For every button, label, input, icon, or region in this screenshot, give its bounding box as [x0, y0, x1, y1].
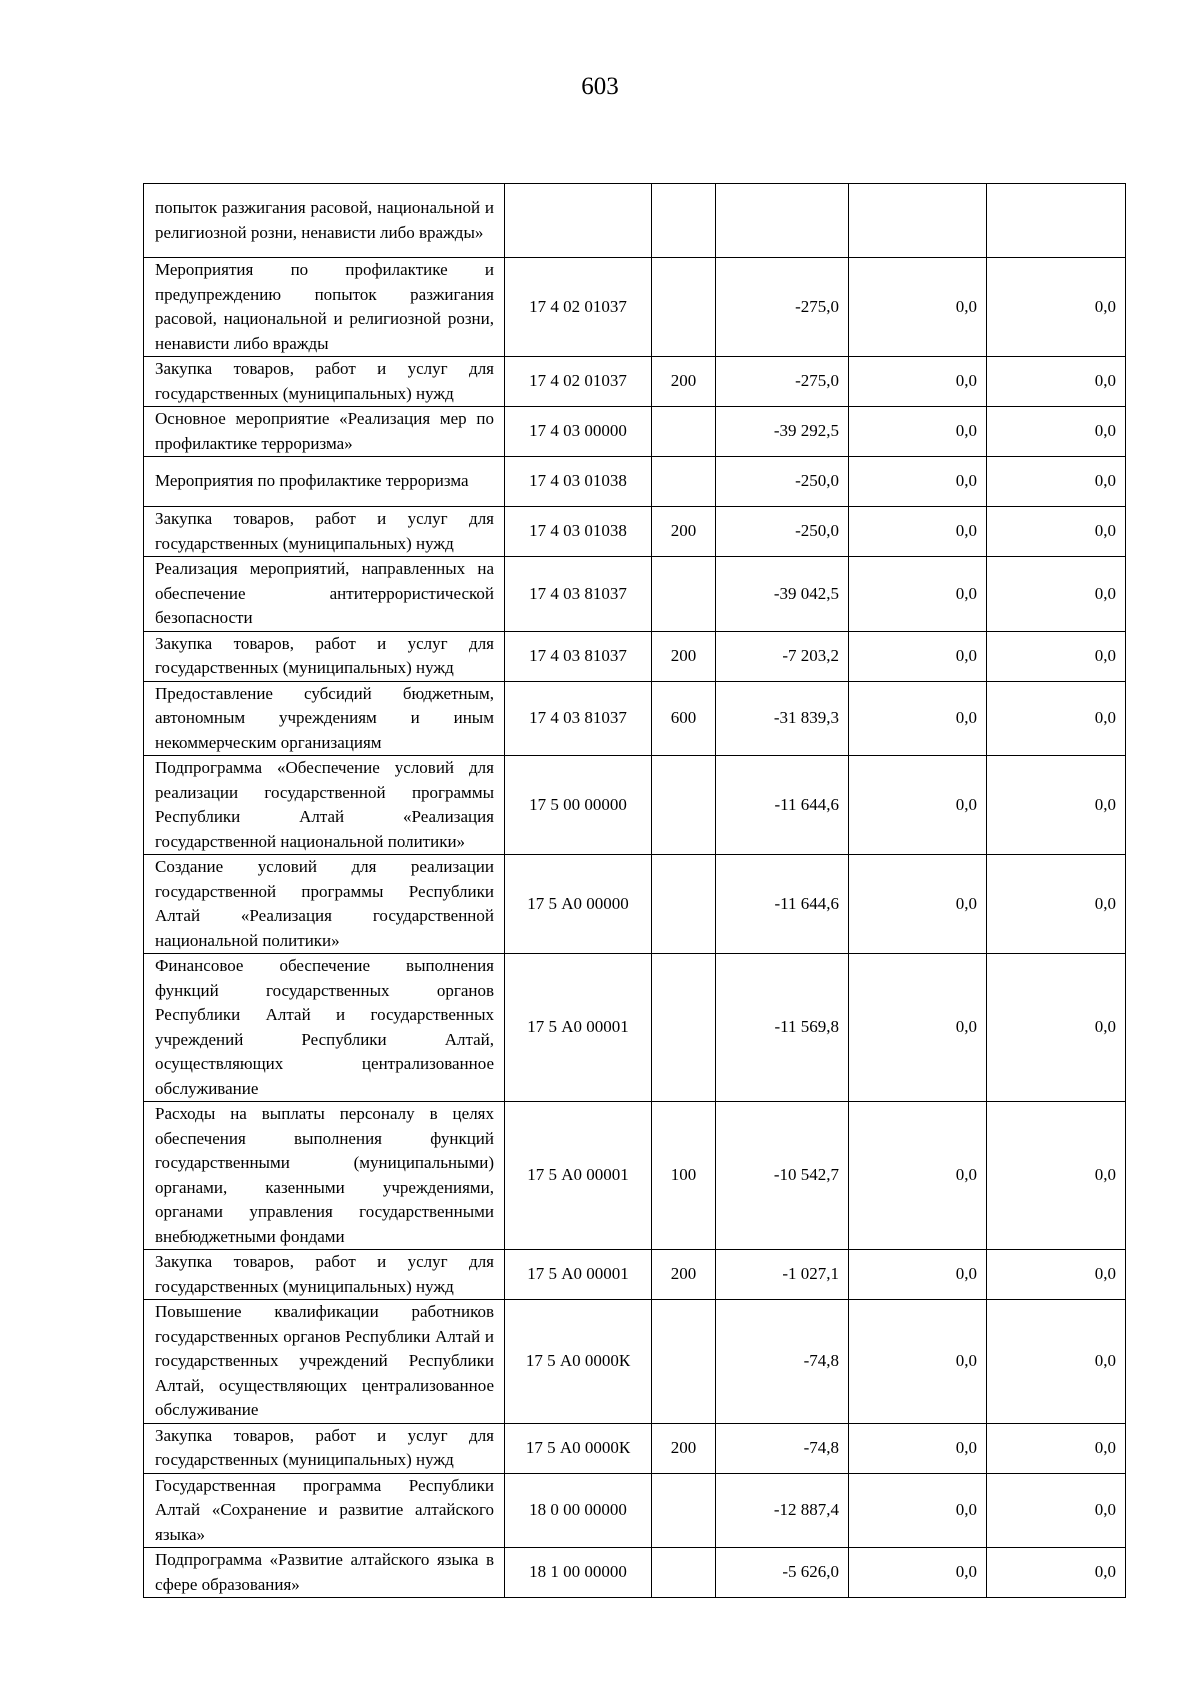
row-amount-2: 0,0 — [849, 258, 987, 357]
row-amount-1: -12 887,4 — [716, 1473, 849, 1548]
row-amount-1: -39 042,5 — [716, 557, 849, 632]
row-expense-type: 200 — [652, 357, 716, 407]
row-amount-3: 0,0 — [987, 954, 1126, 1102]
row-description: Государственная программа Республики Алтай «Сохранение и развитие алтайского языка» — [144, 1473, 505, 1548]
row-expense-type: 600 — [652, 681, 716, 756]
row-amount-2: 0,0 — [849, 457, 987, 507]
row-description: Реализация мероприятий, направленных на обеспечение антитеррористической безопасности — [144, 557, 505, 632]
row-amount-3: 0,0 — [987, 681, 1126, 756]
row-amount-2: 0,0 — [849, 1423, 987, 1473]
budget-table — [143, 183, 1126, 1598]
row-description: Подпрограмма «Развитие алтайского языка в сфере образования» — [144, 1548, 505, 1598]
row-target-code: 17 4 03 01038 — [505, 457, 652, 507]
row-target-code: 17 5 А0 0000К — [505, 1423, 652, 1473]
row-target-code: 17 4 03 01038 — [505, 507, 652, 557]
row-target-code: 17 4 03 00000 — [505, 407, 652, 457]
row-amount-2 — [849, 184, 987, 258]
row-amount-3: 0,0 — [987, 1548, 1126, 1598]
row-amount-1: -31 839,3 — [716, 681, 849, 756]
row-amount-1: -7 203,2 — [716, 631, 849, 681]
table-row — [144, 557, 1126, 632]
row-amount-1: -11 644,6 — [716, 756, 849, 855]
row-target-code: 17 5 А0 00001 — [505, 1102, 652, 1250]
row-amount-3: 0,0 — [987, 1423, 1126, 1473]
row-target-code: 17 5 А0 00001 — [505, 1250, 652, 1300]
table-row — [144, 1102, 1126, 1250]
row-amount-3: 0,0 — [987, 407, 1126, 457]
row-amount-3: 0,0 — [987, 1300, 1126, 1424]
row-target-code: 17 5 00 00000 — [505, 756, 652, 855]
row-amount-2: 0,0 — [849, 557, 987, 632]
row-expense-type: 200 — [652, 631, 716, 681]
row-expense-type: 100 — [652, 1102, 716, 1250]
row-description: Закупка товаров, работ и услуг для государственных (муниципальных) нужд — [144, 507, 505, 557]
row-amount-2: 0,0 — [849, 407, 987, 457]
table-row — [144, 184, 1126, 258]
row-amount-2: 0,0 — [849, 507, 987, 557]
row-target-code: 17 4 02 01037 — [505, 357, 652, 407]
row-amount-1: -275,0 — [716, 357, 849, 407]
row-amount-2: 0,0 — [849, 681, 987, 756]
table-row — [144, 681, 1126, 756]
row-amount-2: 0,0 — [849, 1473, 987, 1548]
row-amount-3 — [987, 184, 1126, 258]
table-row — [144, 1423, 1126, 1473]
row-description: Создание условий для реализации государственной программы Республики Алтай «Реализация государственной национальной политики» — [144, 855, 505, 954]
row-amount-1: -74,8 — [716, 1300, 849, 1424]
row-amount-3: 0,0 — [987, 507, 1126, 557]
row-amount-2: 0,0 — [849, 855, 987, 954]
table-row — [144, 457, 1126, 507]
row-expense-type — [652, 258, 716, 357]
row-amount-1: -250,0 — [716, 457, 849, 507]
row-target-code: 17 4 03 81037 — [505, 557, 652, 632]
row-target-code: 17 5 А0 00000 — [505, 855, 652, 954]
row-target-code: 18 0 00 00000 — [505, 1473, 652, 1548]
row-expense-type — [652, 184, 716, 258]
row-amount-3: 0,0 — [987, 1473, 1126, 1548]
table-row — [144, 1548, 1126, 1598]
row-amount-3: 0,0 — [987, 1250, 1126, 1300]
row-amount-1 — [716, 184, 849, 258]
table-row — [144, 357, 1126, 407]
table-row — [144, 1250, 1126, 1300]
row-target-code: 17 4 02 01037 — [505, 258, 652, 357]
row-amount-3: 0,0 — [987, 557, 1126, 632]
row-expense-type: 200 — [652, 507, 716, 557]
row-description: Мероприятия по профилактике и предупреждению попыток разжигания расовой, национальной и религиозной розни, ненависти либо вражды — [144, 258, 505, 357]
row-description: Повышение квалификации работников государственных органов Республики Алтай и государственных учреждений Республики Алтай, осуществляющих централизованное обслуживание — [144, 1300, 505, 1424]
row-amount-1: -74,8 — [716, 1423, 849, 1473]
row-amount-2: 0,0 — [849, 357, 987, 407]
table-row — [144, 1300, 1126, 1424]
table-row — [144, 756, 1126, 855]
row-expense-type — [652, 1300, 716, 1424]
row-expense-type: 200 — [652, 1250, 716, 1300]
row-amount-2: 0,0 — [849, 631, 987, 681]
row-description: Подпрограмма «Обеспечение условий для реализации государственной программы Республики Алтай «Реализация государственной национальной политики» — [144, 756, 505, 855]
row-amount-1: -11 569,8 — [716, 954, 849, 1102]
row-amount-1: -275,0 — [716, 258, 849, 357]
row-description: Предоставление субсидий бюджетным, автономным учреждениям и иным некоммерческим организациям — [144, 681, 505, 756]
row-target-code — [505, 184, 652, 258]
row-expense-type: 200 — [652, 1423, 716, 1473]
table-row — [144, 954, 1126, 1102]
row-target-code: 17 4 03 81037 — [505, 681, 652, 756]
row-expense-type — [652, 1473, 716, 1548]
row-expense-type — [652, 457, 716, 507]
row-amount-3: 0,0 — [987, 457, 1126, 507]
table-row — [144, 631, 1126, 681]
table-row — [144, 258, 1126, 357]
row-description: Финансовое обеспечение выполнения функций государственных органов Республики Алтай и государственных учреждений Республики Алтай, осуществляющих централизованное обслуживание — [144, 954, 505, 1102]
row-amount-3: 0,0 — [987, 756, 1126, 855]
row-amount-1: -11 644,6 — [716, 855, 849, 954]
table-row — [144, 855, 1126, 954]
row-amount-2: 0,0 — [849, 1102, 987, 1250]
row-expense-type — [652, 1548, 716, 1598]
row-amount-2: 0,0 — [849, 756, 987, 855]
row-target-code: 18 1 00 00000 — [505, 1548, 652, 1598]
row-target-code: 17 5 А0 0000К — [505, 1300, 652, 1424]
row-amount-1: -39 292,5 — [716, 407, 849, 457]
row-amount-2: 0,0 — [849, 1300, 987, 1424]
row-amount-3: 0,0 — [987, 258, 1126, 357]
row-amount-1: -5 626,0 — [716, 1548, 849, 1598]
row-target-code: 17 5 А0 00001 — [505, 954, 652, 1102]
row-description: Закупка товаров, работ и услуг для государственных (муниципальных) нужд — [144, 1423, 505, 1473]
row-expense-type — [652, 954, 716, 1102]
row-amount-2: 0,0 — [849, 1250, 987, 1300]
row-amount-1: -1 027,1 — [716, 1250, 849, 1300]
row-amount-2: 0,0 — [849, 954, 987, 1102]
row-target-code: 17 4 03 81037 — [505, 631, 652, 681]
row-amount-3: 0,0 — [987, 631, 1126, 681]
page-number: 603 — [581, 73, 619, 100]
row-expense-type — [652, 557, 716, 632]
row-amount-1: -250,0 — [716, 507, 849, 557]
row-description: Закупка товаров, работ и услуг для государственных (муниципальных) нужд — [144, 1250, 505, 1300]
row-amount-3: 0,0 — [987, 1102, 1126, 1250]
table-row — [144, 407, 1126, 457]
row-description: Закупка товаров, работ и услуг для государственных (муниципальных) нужд — [144, 631, 505, 681]
row-description: Расходы на выплаты персоналу в целях обеспечения выполнения функций государственными (муниципальными) органами, казенными учреждениями, органами управления государственными внебюджетными фондами — [144, 1102, 505, 1250]
table-row — [144, 507, 1126, 557]
row-description: Основное мероприятие «Реализация мер по профилактике терроризма» — [144, 407, 505, 457]
row-description: Закупка товаров, работ и услуг для государственных (муниципальных) нужд — [144, 357, 505, 407]
row-amount-3: 0,0 — [987, 357, 1126, 407]
row-description: попыток разжигания расовой, национальной и религиозной розни, ненависти либо вражды» — [144, 184, 505, 258]
row-amount-2: 0,0 — [849, 1548, 987, 1598]
row-amount-3: 0,0 — [987, 855, 1126, 954]
row-expense-type — [652, 855, 716, 954]
table-row — [144, 1473, 1126, 1548]
row-amount-1: -10 542,7 — [716, 1102, 849, 1250]
row-description: Мероприятия по профилактике терроризма — [144, 457, 505, 507]
row-expense-type — [652, 407, 716, 457]
row-expense-type — [652, 756, 716, 855]
